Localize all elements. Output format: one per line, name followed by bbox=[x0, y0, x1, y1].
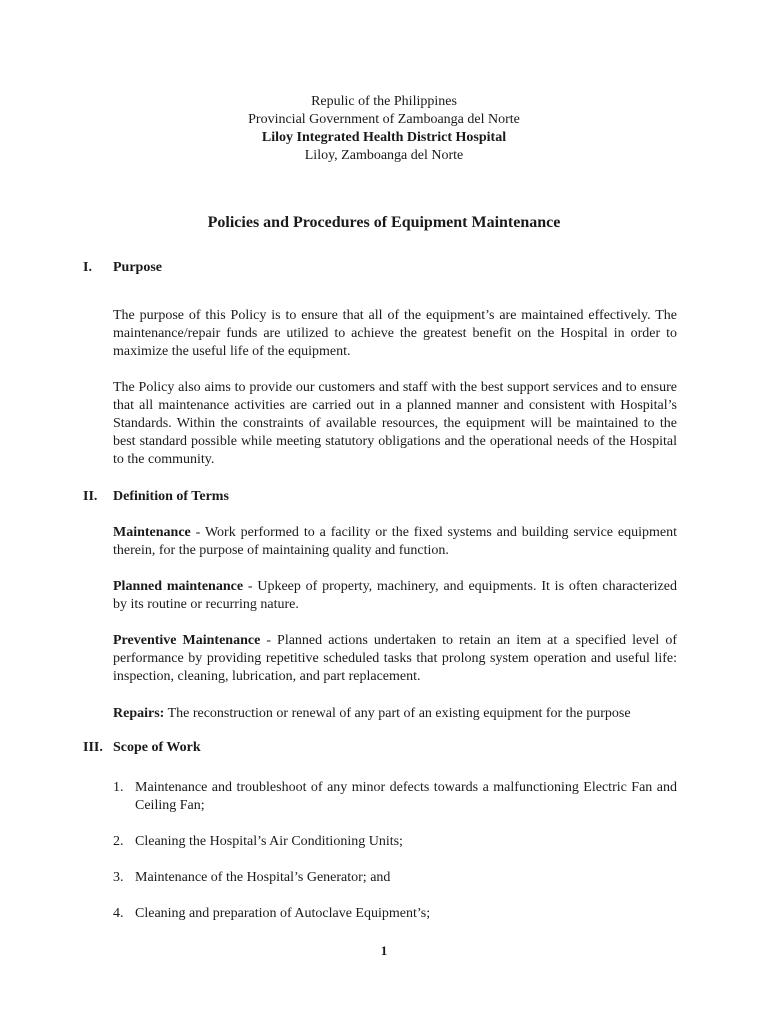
section-title: Purpose bbox=[113, 260, 162, 275]
list-number: 3. bbox=[113, 870, 124, 885]
list-number: 2. bbox=[113, 834, 124, 849]
list-item bbox=[113, 869, 677, 887]
section-title: Definition of Terms bbox=[113, 489, 229, 504]
definition-term: Repairs: bbox=[113, 706, 165, 721]
definition-text: Upkeep of property, machinery, and equipments. It is often characterized by its routine or recurring nature. bbox=[113, 579, 677, 612]
definition-repairs bbox=[113, 705, 677, 723]
definition-maintenance bbox=[113, 524, 677, 560]
list-number: 1. bbox=[113, 780, 124, 795]
definition-term: Preventive Maintenance bbox=[113, 633, 261, 648]
list-item bbox=[113, 833, 677, 851]
section-number: I. bbox=[83, 260, 92, 275]
purpose-paragraph-1: The purpose of this Policy is to ensure that all of the equipment’s are maintained effectively. The maintenance/repair funds are utilized to achieve the greatest benefit on the Hospital in order to maximize the useful life of the equipment. bbox=[113, 308, 677, 359]
definition-text: The reconstruction or renewal of any part of an existing equipment for the purpose bbox=[167, 706, 631, 721]
definition-preventive-maintenance bbox=[113, 632, 677, 686]
definition-planned-maintenance bbox=[113, 578, 677, 614]
definition-separator: - bbox=[243, 579, 258, 594]
definition-term: Planned maintenance bbox=[113, 579, 244, 594]
definition-separator: - bbox=[190, 525, 205, 540]
definition-separator: - bbox=[260, 633, 278, 648]
definition-text: Work performed to a facility or the fixed systems and building service equipment therein, for the purpose of maintaining quality and function. bbox=[113, 525, 677, 558]
list-item bbox=[113, 779, 677, 815]
section-number: III. bbox=[83, 740, 103, 755]
definition-text: Planned actions undertaken to retain an item at a specified level of performance by providing repetitive scheduled tasks that prolong system operation and useful life: inspection, cleaning, lubrication, and part replacement. bbox=[113, 633, 677, 684]
definition-term: Maintenance bbox=[113, 525, 191, 540]
list-number: 4. bbox=[113, 906, 124, 921]
list-text: Cleaning and preparation of Autoclave Equipment’s; bbox=[135, 906, 431, 921]
letterhead-province: Provincial Government of Zamboanga del Norte bbox=[248, 112, 520, 127]
letterhead-hospital: Liloy Integrated Health District Hospital bbox=[261, 130, 507, 145]
purpose-paragraph-2: The Policy also aims to provide our customers and staff with the best support services and to ensure that all maintenance activities are carried out in a planned manner and consistent with Hospital’s Standards. Within the constraints of available resources, the equipment will be maintained to the best standard possible while meeting statutory obligations and the operational needs of the Hospital to the community. bbox=[113, 380, 677, 467]
list-text: Cleaning the Hospital’s Air Conditioning Units; bbox=[135, 834, 403, 849]
section-number: II. bbox=[83, 489, 98, 504]
page-number: 1 bbox=[380, 943, 388, 958]
section-title: Scope of Work bbox=[113, 740, 201, 755]
letterhead-location: Liloy, Zamboanga del Norte bbox=[304, 148, 464, 163]
list-item bbox=[113, 905, 677, 923]
letterhead-country: Repulic of the Philippines bbox=[311, 94, 457, 109]
letterhead bbox=[0, 93, 768, 165]
list-text: Maintenance and troubleshoot of any minor defects towards a malfunctioning Electric Fan and Ceiling Fan; bbox=[135, 780, 677, 813]
document-title: Policies and Procedures of Equipment Maintenance bbox=[207, 214, 561, 231]
list-text: Maintenance of the Hospital’s Generator; and bbox=[135, 870, 391, 885]
